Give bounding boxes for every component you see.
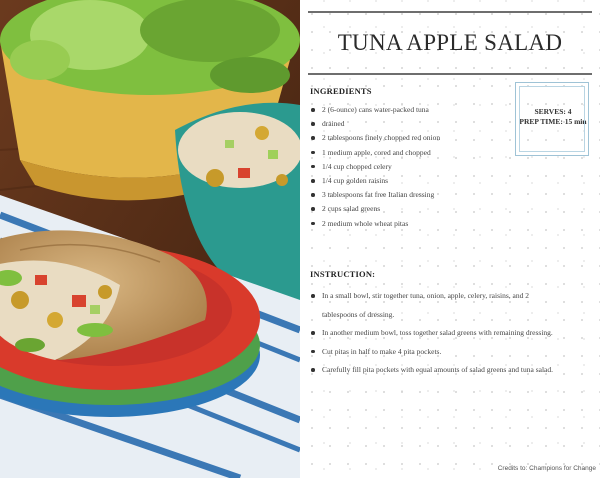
ingredient-item: 2 (6-ounce) cans water-packed tuna (310, 103, 510, 117)
top-divider (308, 11, 592, 13)
instruction-item: Carefully fill pita pockets with equal amounts of salad greens and tuna salad. (310, 361, 560, 380)
instruction-item: Cut pitas in half to make 4 pita pockets. (310, 343, 560, 362)
title-divider (308, 73, 592, 75)
ingredient-item: 2 medium whole wheat pitas (310, 217, 510, 231)
ingredient-item: 1/4 cup golden raisins (310, 174, 510, 188)
ingredient-item: 1 medium apple, cored and chopped (310, 146, 510, 160)
ingredient-item: drained (310, 117, 510, 131)
recipe-card (300, 0, 600, 478)
instruction-item: In another medium bowl, toss together salad greens with remaining dressing. (310, 324, 560, 343)
ingredient-item: 3 tablespoons fat free Italian dressing (310, 188, 510, 202)
ingredients-list (310, 103, 510, 231)
ingredient-item: 2 tablespoons finely chopped red onion (310, 131, 510, 145)
recipe-title: TUNA APPLE SALAD (337, 30, 563, 55)
serves-text: SERVES: 4 (534, 107, 572, 116)
credits-text: Credits to: Champions for Change (497, 465, 596, 472)
instructions-list (310, 287, 560, 380)
prep-time-text: PREP TIME: 15 min (519, 117, 587, 126)
ingredients-heading: INGREDIENTS (310, 86, 372, 96)
instructions-heading: INSTRUCTION: (310, 269, 376, 279)
instruction-item: In a small bowl, stir together tuna, onion, apple, celery, raisins, and 2 tablespoons of dressing. (310, 287, 560, 324)
ingredient-item: 1/4 cup chopped celery (310, 160, 510, 174)
serves-box (515, 82, 589, 156)
ingredient-item: 2 cups salad greens (310, 202, 510, 216)
